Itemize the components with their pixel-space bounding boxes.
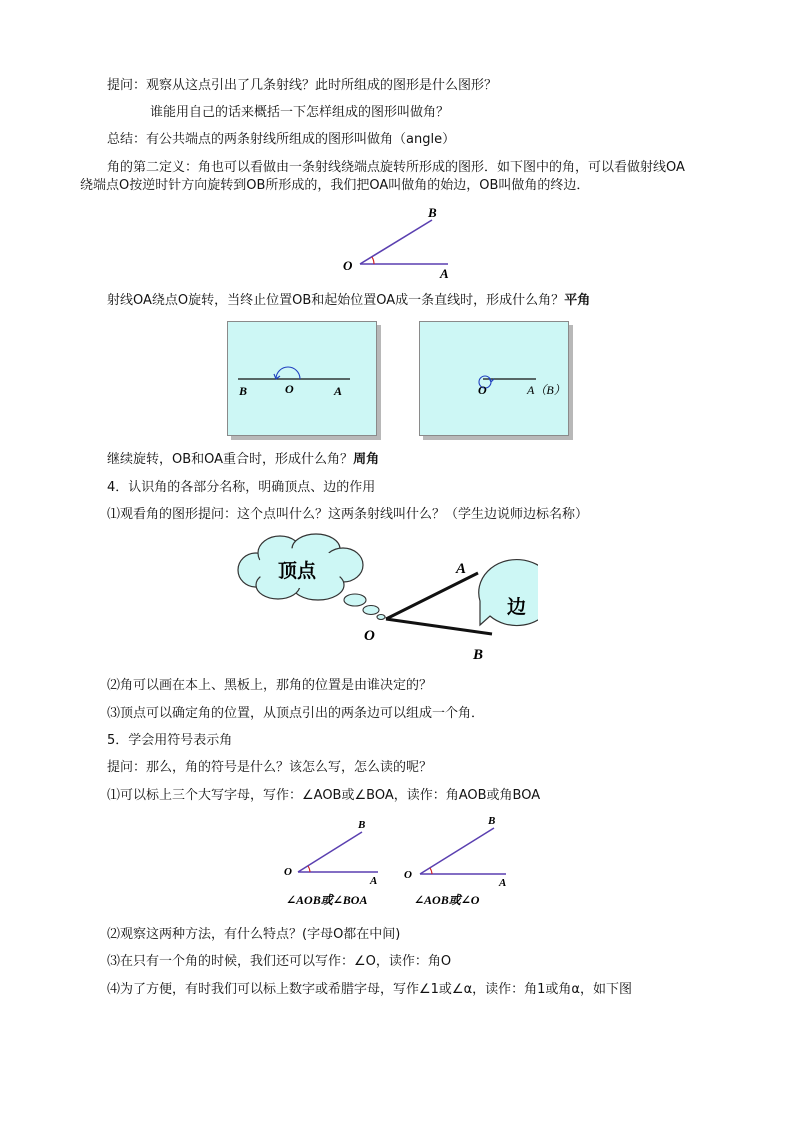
section-4-item-1: ⑴观看角的图形提问：这个点叫什么？这两条射线叫什么？（学生边说师边标名称） bbox=[107, 507, 589, 522]
round-angle-question-text: 继续旋转，OB和OA重合时，形成什么角？ bbox=[107, 452, 354, 467]
round-angle-question bbox=[107, 451, 379, 469]
label-o: O bbox=[364, 628, 375, 644]
straight-angle-question bbox=[107, 292, 590, 310]
section-5-item-2: ⑵观察这两种方法，有什么特点？(字母O都在中间) bbox=[107, 927, 401, 942]
straight-angle-box bbox=[227, 321, 377, 436]
ray-ob bbox=[386, 619, 492, 634]
vertex-bubble-label: 顶点 bbox=[278, 560, 317, 582]
label-b: B bbox=[358, 819, 366, 831]
question-rays: 提问：观察从这点引出了几条射线？此时所组成的图形是什么图形？ bbox=[107, 78, 498, 93]
summary-angle-definition: 总结：有公共端点的两条射线所组成的图形叫做角（angle） bbox=[107, 132, 456, 147]
label-o: O bbox=[404, 869, 412, 881]
straight-angle-arc bbox=[276, 367, 300, 379]
label-a: A bbox=[499, 877, 507, 889]
section-5-heading: 5．学会用符号表示角 bbox=[107, 733, 233, 748]
label-b: B bbox=[473, 647, 484, 663]
ray-ob bbox=[298, 832, 362, 872]
round-angle-answer: 周角 bbox=[353, 452, 380, 467]
second-definition-line-2: 绕端点O按逆时针方向旋转到OB所形成的，我们把OA叫做角的始边，OB叫做角的终边． bbox=[80, 178, 590, 193]
label-o: O bbox=[478, 383, 487, 397]
label-a: A bbox=[456, 561, 467, 577]
label-o: O bbox=[284, 866, 292, 878]
section-5-item-1: ⑴可以标上三个大写字母，写作：∠AOB或∠BOA，读作：角AOB或角BOA bbox=[107, 788, 541, 803]
section-4-item-3: ⑶顶点可以确定角的位置，从顶点引出的两条边可以组成一个角． bbox=[107, 706, 485, 721]
thought-dot-2 bbox=[363, 606, 379, 615]
angle-aob-figure bbox=[330, 200, 470, 282]
label-b: B bbox=[488, 815, 496, 827]
ray-ob bbox=[360, 220, 432, 264]
side-bubble-label: 边 bbox=[507, 596, 527, 618]
label-a: A bbox=[440, 266, 449, 281]
label-a: A bbox=[334, 384, 343, 398]
label-o: O bbox=[343, 258, 353, 273]
straight-angle-figure bbox=[228, 322, 376, 435]
symbol-caption: ∠AOB或∠O bbox=[414, 893, 480, 907]
section-4-heading: 4．认识角的各部分名称，明确顶点、边的作用 bbox=[107, 480, 376, 495]
label-b: B bbox=[428, 205, 437, 220]
thought-dot-1 bbox=[344, 594, 366, 606]
question-define-angle: 谁能用自己的话来概括一下怎样组成的图形叫做角？ bbox=[150, 105, 450, 120]
symbol-caption: ∠AOB或∠BOA bbox=[286, 893, 368, 907]
round-angle-figure bbox=[420, 322, 568, 435]
label-a: A bbox=[370, 875, 378, 887]
angle-arc bbox=[308, 866, 310, 872]
section-4-item-2: ⑵角可以画在本上、黑板上，那角的位置是由谁决定的？ bbox=[107, 678, 433, 693]
ray-ob bbox=[420, 828, 494, 874]
round-angle-box bbox=[419, 321, 569, 436]
label-o: O bbox=[285, 382, 294, 396]
section-5-item-4: ⑷为了方便，有时我们可以标上数字或希腊字母，写作∠1或∠α，读作：角1或角α，如下图 bbox=[107, 982, 632, 997]
angle-symbol-figure-right bbox=[400, 812, 520, 912]
angle-arc bbox=[430, 868, 432, 874]
label-ab: A（B） bbox=[527, 383, 566, 397]
angle-parts-figure bbox=[228, 533, 538, 665]
label-b: B bbox=[239, 384, 248, 398]
straight-angle-answer: 平角 bbox=[564, 293, 591, 308]
section-5-item-3: ⑶在只有一个角的时候，我们还可以写作：∠O，读作：角O bbox=[107, 954, 452, 969]
thought-dot-3 bbox=[377, 615, 385, 620]
angle-arc bbox=[372, 257, 374, 264]
straight-angle-question-text: 射线OA绕点O旋转，当终止位置OB和起始位置OA成一条直线时，形成什么角？ bbox=[107, 293, 565, 308]
ray-oa bbox=[386, 573, 478, 619]
angle-symbol-figure-left bbox=[280, 812, 390, 912]
second-definition-line-1: 角的第二定义：角也可以看做由一条射线绕端点旋转所形成的图形．如下图中的角，可以看做射线OA bbox=[107, 160, 685, 175]
section-5-question: 提问：那么，角的符号是什么？该怎么写，怎么读的呢？ bbox=[107, 760, 433, 775]
